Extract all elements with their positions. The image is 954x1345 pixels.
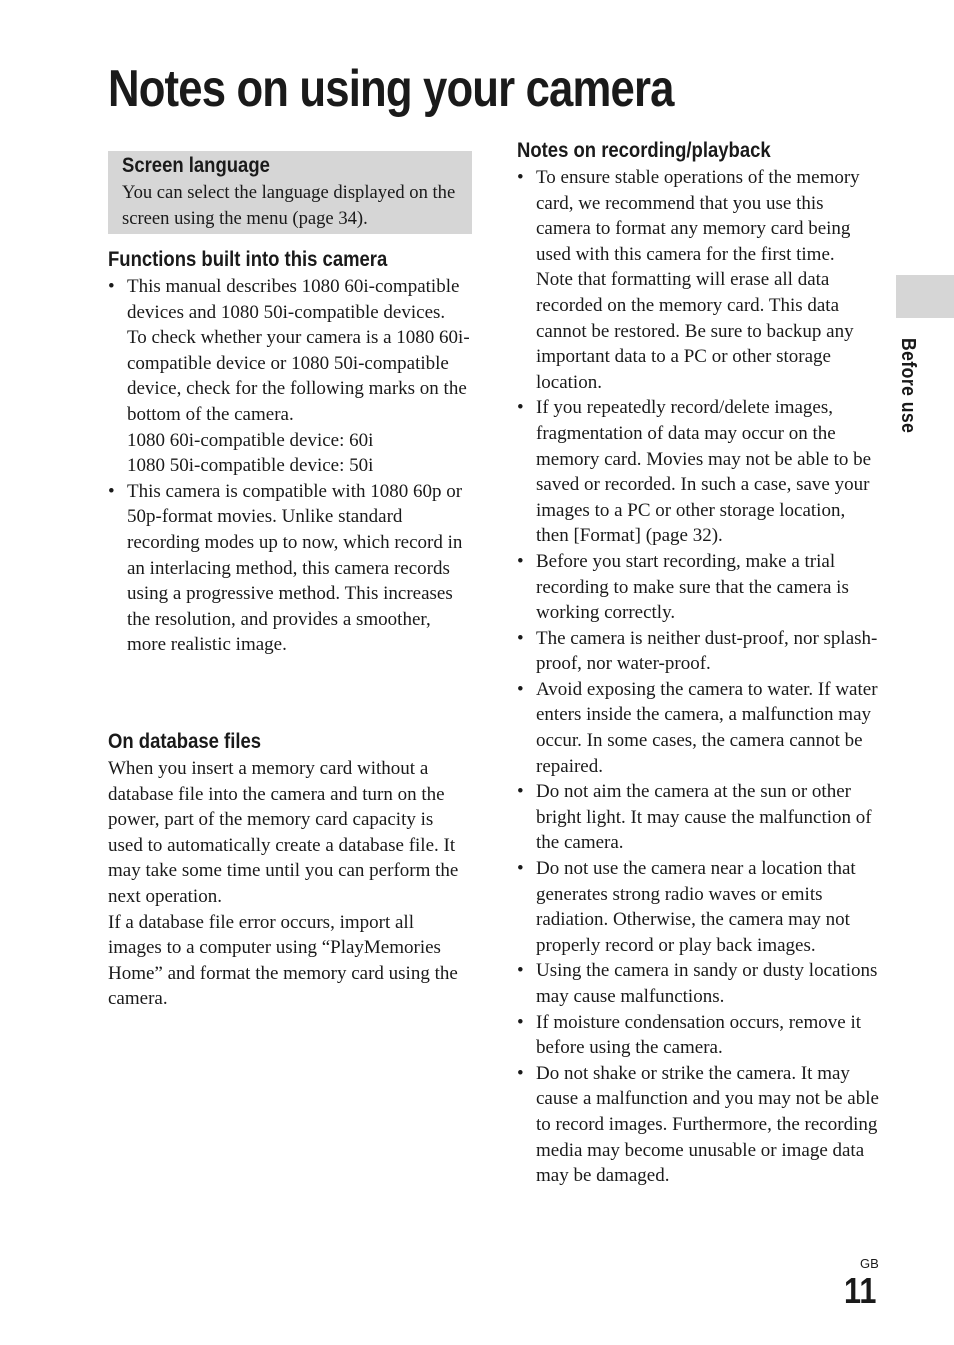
paragraph: If a database file error occurs, import all images to a computer using “PlayMemories Home” and format the memory card using the camera.: [108, 911, 458, 1010]
functions-section: [108, 247, 472, 658]
section-tab-marker: [896, 275, 954, 318]
database-section: [108, 729, 472, 1012]
list-item: [517, 626, 879, 677]
paragraph: • To ensure stable operations of the memory card, we recommend that you use this camera to format any memory card being used with this camera for the first time.: [536, 167, 860, 265]
paragraph: • Do not use the camera near a location that generates strong radio waves or emits radiation. Otherwise, the camera may not properly record or play back images.: [536, 858, 856, 956]
database-body: [108, 756, 472, 1012]
paragraph: 1080 50i-compatible device: 50i: [127, 455, 374, 477]
screen-language-box: [108, 151, 472, 234]
paragraph: • Do not aim the camera at the sun or other bright light. It may cause the malfunction of the camera.: [536, 781, 872, 854]
recording-list: [517, 165, 879, 1189]
list-item: [517, 677, 879, 779]
paragraph: • Before you start recording, make a trial recording to make sure that the camera is working correctly.: [536, 550, 849, 624]
paragraph: • Using the camera in sandy or dusty locations may cause malfunctions.: [536, 960, 878, 1007]
paragraph: Note that formatting will erase all data recorded on the memory card. This data cannot be restored. Be sure to backup any important data to a PC or other storage location.: [536, 269, 854, 393]
list-item: [517, 1010, 879, 1061]
paragraph: To check whether your camera is a 1080 60i-compatible device or 1080 50i-compatible device, check for the following marks on the bottom of the camera.: [127, 327, 470, 425]
paragraph: • Avoid exposing the camera to water. If water enters inside the camera, a malfunction may occur. In some cases, the camera cannot be repaired.: [536, 678, 878, 777]
list-item: [517, 549, 879, 626]
screen-language-heading: Screen language: [122, 154, 270, 177]
paragraph: 1080 60i-compatible device: 60i: [127, 429, 374, 451]
region-code: GB: [860, 1256, 879, 1271]
database-heading: On database files: [108, 730, 262, 753]
recording-section: [517, 138, 879, 1189]
functions-list: [108, 274, 472, 658]
list-item: [108, 479, 472, 658]
list-item: [517, 165, 879, 395]
functions-heading: Functions built into this camera: [108, 248, 388, 271]
section-tab-label: Before use: [897, 338, 919, 434]
list-item: [517, 779, 879, 856]
list-item: [517, 395, 879, 549]
screen-language-text: You can select the language displayed on the screen using the menu (page 34).: [122, 182, 456, 229]
list-item: [517, 958, 879, 1009]
paragraph: • If moisture condensation occurs, remove it before using the camera.: [536, 1011, 862, 1059]
paragraph: When you insert a memory card without a database file into the camera and turn on the power, part of the memory card capacity is used to automatically create a database file. It may take some time until you can perform the next operation.: [108, 758, 459, 907]
list-item: [517, 856, 879, 958]
list-item: [517, 1061, 879, 1189]
page-title: Notes on using your camera: [108, 60, 674, 118]
page-number: 11: [844, 1270, 877, 1311]
paragraph: • This manual describes 1080 60i-compatible devices and 1080 50i-compatible devices.: [127, 276, 460, 323]
paragraph: • Do not shake or strike the camera. It may cause a malfunction and you may not be able to record images. Furthermore, the recording media may become unusable or image data may be damaged.: [536, 1062, 879, 1187]
paragraph: • The camera is neither dust-proof, nor splash-proof, nor water-proof.: [536, 627, 878, 675]
paragraph: • This camera is compatible with 1080 60p or 50p-format movies. Unlike standard recording modes up to now, which record in an interlacing method, this camera records using a progressive method. This increases the resolution, and provides a smoother, more realistic image.: [127, 480, 463, 656]
list-item: [108, 274, 472, 479]
recording-heading: Notes on recording/playback: [517, 139, 771, 162]
paragraph: • If you repeatedly record/delete images, fragmentation of data may occur on the memory card. Movies may not be able to be saved or recorded. In such a case, save your images to a PC or other storage location, then [Format] (page 32).: [536, 397, 872, 547]
